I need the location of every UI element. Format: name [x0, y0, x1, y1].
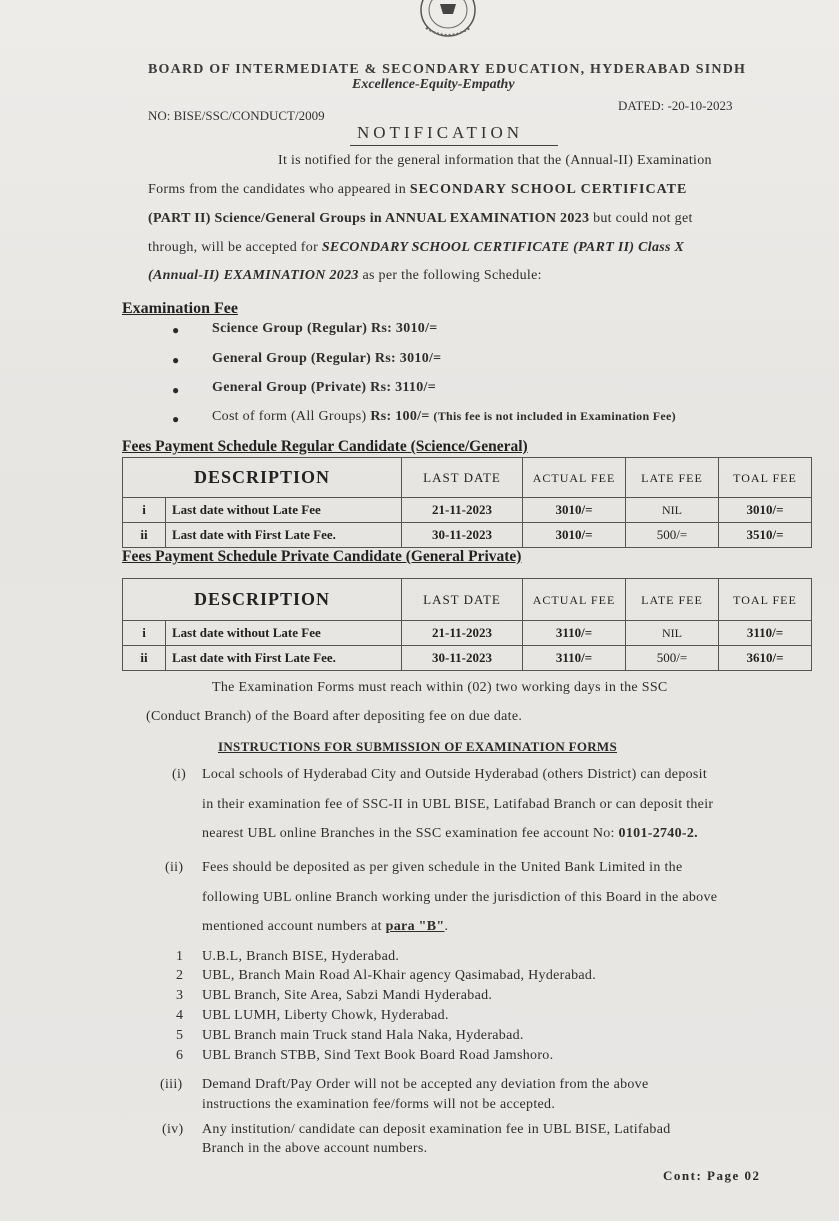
- board-name: BOARD OF INTERMEDIATE & SECONDARY EDUCATION, HYDERABAD SINDH: [148, 62, 747, 77]
- regular-schedule-heading: Fees Payment Schedule Regular Candidate (Science/General): [122, 438, 528, 455]
- branch-item: U.B.L, Branch BISE, Hyderabad.: [202, 949, 400, 964]
- fee-item-general-private: General Group (Private) Rs: 3110/=: [212, 380, 437, 395]
- bullet-icon: ●: [172, 412, 180, 426]
- table-header-row: [123, 458, 812, 498]
- date: DATED: -20-10-2023: [618, 98, 733, 113]
- instruction-i-number: (i): [172, 767, 187, 782]
- header-actual-fee: ACTUAL FEE: [523, 458, 626, 498]
- instruction-i-line-3: nearest UBL online Branches in the SSC examination fee account No: 0101-2740-2.: [202, 826, 698, 841]
- intro-line-1: It is notified for the general information that the (Annual-II) Examination: [278, 153, 712, 168]
- intro-line-5: (Annual-II) EXAMINATION 2023 as per the following Schedule:: [148, 268, 542, 283]
- branch-item: UBL Branch, Site Area, Sabzi Mandi Hyderabad.: [202, 988, 493, 1003]
- header-last-date: LAST DATE: [402, 579, 523, 621]
- intro-line-3: (PART II) Science/General Groups in ANNUAL EXAMINATION 2023 but could not get: [148, 211, 693, 226]
- instruction-ii-line-3: mentioned account numbers at para "B".: [202, 919, 449, 934]
- continued-page-note: Cont: Page 02: [663, 1168, 761, 1183]
- table-row: ii Last date with First Late Fee. 30-11-2023 3010/= 500/= 3510/=: [123, 523, 812, 548]
- fee-item-science: Science Group (Regular) Rs: 3010/=: [212, 321, 438, 336]
- bullet-icon: ●: [172, 383, 180, 397]
- instruction-ii-line-1: Fees should be deposited as per given schedule in the United Bank Limited in the: [202, 860, 683, 875]
- header-description: DESCRIPTION: [123, 458, 402, 498]
- bullet-icon: ●: [172, 323, 180, 337]
- instruction-ii-number: (ii): [165, 860, 184, 875]
- table-row: ii Last date with First Late Fee. 30-11-2023 3110/= 500/= 3610/=: [123, 646, 812, 671]
- bullet-icon: ●: [172, 353, 180, 367]
- instruction-iv-line-1: Any institution/ candidate can deposit examination fee in UBL BISE, Latifabad: [202, 1122, 671, 1137]
- forms-note-line-1: The Examination Forms must reach within (02) two working days in the SSC: [212, 680, 668, 695]
- header-last-date: LAST DATE: [402, 458, 523, 498]
- table-row: i Last date without Late Fee 21-11-2023 3010/= NIL 3010/=: [123, 498, 812, 523]
- private-schedule-heading: Fees Payment Schedule Private Candidate (General Private): [122, 548, 522, 565]
- branch-number: 4: [176, 1008, 184, 1023]
- fee-item-form-cost: Cost of form (All Groups) Rs: 100/= (This fee is not included in Examination Fee): [212, 409, 676, 424]
- header-total-fee: TOAL FEE: [719, 579, 812, 621]
- instruction-ii-line-2: following UBL online Branch working under the jurisdiction of this Board in the above: [202, 890, 718, 905]
- title-underline: [350, 145, 558, 146]
- branch-item: UBL, Branch Main Road Al-Khair agency Qasimabad, Hyderabad.: [202, 968, 597, 983]
- header-total-fee: TOAL FEE: [719, 458, 812, 498]
- header-late-fee: LATE FEE: [626, 458, 719, 498]
- table-header-row: [123, 579, 812, 621]
- board-seal-logo: [418, 0, 478, 42]
- instruction-iv-number: (iv): [162, 1122, 184, 1137]
- branch-item: UBL Branch main Truck stand Hala Naka, Hyderabad.: [202, 1028, 524, 1043]
- reference-number: NO: BISE/SSC/CONDUCT/2009: [148, 108, 325, 123]
- regular-fee-table: [122, 457, 812, 548]
- branch-number: 3: [176, 988, 184, 1003]
- examination-fee-heading: Examination Fee: [122, 300, 238, 317]
- intro-line-4: through, will be accepted for SECONDARY SCHOOL CERTIFICATE (PART II) Class X: [148, 240, 685, 255]
- intro-line-2: Forms from the candidates who appeared in SECONDARY SCHOOL CERTIFICATE: [148, 182, 688, 197]
- branch-number: 1: [176, 949, 184, 964]
- private-fee-table: [122, 578, 812, 671]
- branch-number: 6: [176, 1048, 184, 1063]
- branch-number: 2: [176, 968, 184, 983]
- instruction-iii-line-2: instructions the examination fee/forms will not be accepted.: [202, 1097, 556, 1112]
- branch-item: UBL Branch STBB, Sind Text Book Board Road Jamshoro.: [202, 1048, 554, 1063]
- forms-note-line-2: (Conduct Branch) of the Board after depositing fee on due date.: [146, 709, 523, 724]
- instructions-title: INSTRUCTIONS FOR SUBMISSION OF EXAMINATION FORMS: [218, 739, 618, 754]
- instruction-iv-line-2: Branch in the above account numbers.: [202, 1141, 428, 1156]
- header-actual-fee: ACTUAL FEE: [523, 579, 626, 621]
- notification-title: NOTIFICATION: [357, 123, 524, 142]
- instruction-iii-number: (iii): [160, 1077, 183, 1092]
- instruction-i-line-1: Local schools of Hyderabad City and Outside Hyderabad (others District) can deposit: [202, 767, 708, 782]
- table-row: i Last date without Late Fee 21-11-2023 3110/= NIL 3110/=: [123, 621, 812, 646]
- header-late-fee: LATE FEE: [626, 579, 719, 621]
- instruction-iii-line-1: Demand Draft/Pay Order will not be accepted any deviation from the above: [202, 1077, 649, 1092]
- fee-item-general-regular: General Group (Regular) Rs: 3010/=: [212, 351, 442, 366]
- board-motto: Excellence-Equity-Empathy: [352, 77, 515, 92]
- instruction-i-line-2: in their examination fee of SSC-II in UBL BISE, Latifabad Branch or can deposit their: [202, 797, 714, 812]
- header-description: DESCRIPTION: [123, 579, 402, 621]
- branch-number: 5: [176, 1028, 184, 1043]
- branch-item: UBL LUMH, Liberty Chowk, Hyderabad.: [202, 1008, 449, 1023]
